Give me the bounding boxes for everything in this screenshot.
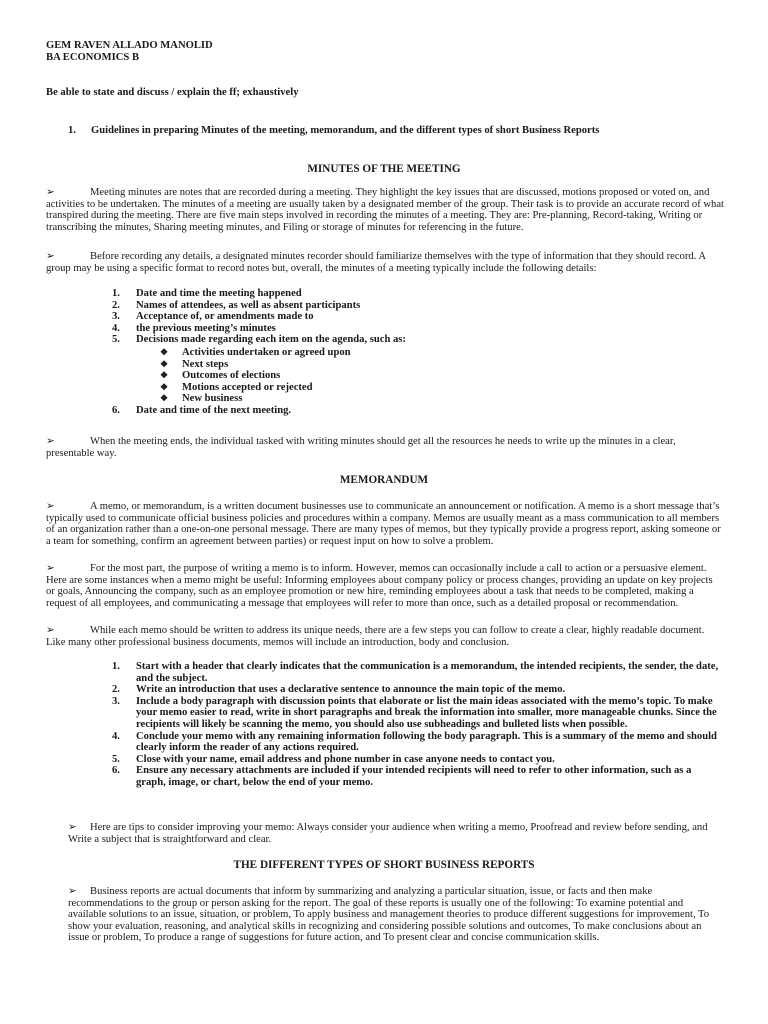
student-name: GEM RAVEN ALLADO MANOLID	[46, 40, 213, 51]
business-reports-title: THE DIFFERENT TYPES OF SHORT BUSINESS REPORTS	[233, 859, 535, 871]
arrow-bullet-icon: ➢	[46, 436, 55, 447]
diamond-bullet-icon: ❖	[160, 381, 169, 392]
list-item: 4. Conclude your memo with any remaining information following the body paragraph. This is a summary of the memo and should clearly inform the reader of any actions required.	[112, 730, 717, 754]
memorandum-title: MEMORANDUM	[339, 474, 429, 486]
minutes-details-list	[112, 288, 696, 417]
arrow-bullet-icon: ➢	[46, 501, 55, 512]
list-item: ❖ Outcomes of elections	[160, 370, 281, 382]
arrow-bullet-icon: ➢	[46, 187, 55, 198]
memo-paragraph-3: ➢ While each memo should be written to address its unique needs, there are a few steps you can follow to create a clear, highly readable document. Like many other professional business documents, memos will include an introduction, body and conclusion.	[46, 625, 705, 648]
minutes-paragraph-2: ➢ Before recording any details, a designated minutes recorder should familiarize themselves with the type of information that they should record. A group may be using a specific format to record notes but, overall, the minutes of a meeting typically include the following details:	[46, 251, 706, 274]
diamond-bullet-icon: ❖	[160, 370, 169, 381]
minutes-title: MINUTES OF THE MEETING	[307, 163, 461, 175]
question-text: Guidelines in preparing Minutes of the meeting, memorandum, and the different types of short Business Reports	[91, 125, 600, 136]
diamond-bullet-icon: ❖	[160, 358, 169, 369]
list-item: 3. Include a body paragraph with discussion points that elaborate or list the main ideas associated with the memo’s topic. To make your memo easier to read, write in short paragraphs and break the information into smaller, more manageable chunks. Since the recipients will likely be scanning the memo, you should also use subheadings and bulleted lists when possible.	[112, 695, 717, 730]
list-item: 6. Ensure any necessary attachments are included if your intended recipients will need to refer to other information, such as a graph, image, or chart, below the end of your memo.	[112, 765, 692, 788]
arrow-bullet-icon: ➢	[46, 563, 55, 574]
list-item: ❖ Activities undertaken or agreed upon	[160, 346, 351, 358]
minutes-paragraph-1: ➢ Meeting minutes are notes that are recorded during a meeting. They highlight the key issues that are discussed, motions proposed or voted on, and activities to be undertaken. The minutes of a meeting are usually taken by a designated member of the group. Their task is to provide an accurate record of what transpired during the meeting. There are five main steps involved in recording the minutes of a meeting. They are: Pre-planning, Record-taking, Writing or transcribing the minutes, Sharing meeting minutes, and Filing or storage of minutes for referencing in the future.	[46, 187, 724, 233]
list-item: ❖ New business	[160, 393, 243, 405]
arrow-bullet-icon: ➢	[46, 251, 55, 262]
list-item: ❖ Motions accepted or rejected	[160, 381, 313, 393]
minutes-paragraph-3: ➢ When the meeting ends, the individual tasked with writing minutes should get all the resources he needs to write up the minutes in a clear, presentable way.	[46, 436, 676, 459]
list-item: 5. Decisions made regarding each item on the agenda, such as: ❖ Activities undertaken or agreed upon ❖ Next steps ❖ Outcomes of elections ❖ Motions accepted or rejected ❖ New business	[136, 334, 696, 405]
list-item: 5. Close with your name, email address and phone number in case anyone needs to contact you.	[112, 753, 555, 765]
list-item: 6. Date and time of the next meeting.	[112, 404, 292, 416]
list-item: 1. Start with a header that clearly indicates that the communication is a memorandum, the intended recipients, the sender, the date, and the subject.	[112, 661, 719, 684]
course-name: BA ECONOMICS B	[46, 52, 140, 63]
memo-paragraph-1: ➢ A memo, or memorandum, is a written document businesses use to communicate an announcement or notification. A memo is a short message that’s typically used to communicate official business policies and procedures within a company. Memos are usually meant as a mass communication to all members of an organization rather than a one-on-one personal message. There are many types of memos, but they typically provide a progress report, asking someone or a team for something, confirm an agreement between parties) or request input on how to solve a problem.	[46, 501, 721, 547]
agenda-decisions-sublist	[160, 347, 696, 405]
question-number: 1.	[68, 125, 76, 136]
diamond-bullet-icon: ❖	[160, 346, 169, 357]
list-item: 2. Names of attendees, as well as absent participants	[112, 299, 361, 311]
instruction-text: Be able to state and discuss / explain the ff; exhaustively	[46, 87, 299, 98]
memo-tips-paragraph: ➢ Here are tips to consider improving your memo: Always consider your audience when writing a memo, Proofread and review before sending, and Write a subject that is straightforward and clear.	[68, 822, 708, 845]
arrow-bullet-icon: ➢	[68, 822, 77, 833]
list-item: 1. Date and time the meeting happened	[112, 288, 302, 299]
arrow-bullet-icon: ➢	[46, 625, 55, 636]
list-item: 4. the previous meeting’s minutes	[112, 322, 276, 334]
list-item: ❖ Next steps	[160, 358, 229, 370]
list-item: 3. Acceptance of, or amendments made to	[112, 311, 314, 323]
reports-paragraph-1: ➢ Business reports are actual documents that inform by summarizing and analyzing a particular situation, issue, or facts and then make recommendations to the group or person asking for the report. The goal of these reports is usually one of the following: To examine potential and available solutions to an issue, situation, or problem, To apply business and management theories to produce different suggestions for improvement, To show your evaluation, reasoning, and analytical skills in recognizing and considering possible solutions and outcomes, To make conclusions about an issue or problem, To produce a range of suggestions for future action, and To present clear and concise communication skills.	[68, 886, 710, 944]
arrow-bullet-icon: ➢	[68, 886, 77, 897]
memo-steps-list	[112, 661, 722, 789]
memo-paragraph-2: ➢ For the most part, the purpose of writing a memo is to inform. However, memos can occasionally include a call to action or a persuasive element. Here are some instances when a memo might be useful: Informing employees about company policy or process changes, providing an update on key projects or goals, Announcing the company, such as an employee promotion or new hire, reminding employees about a task that needs to be completed, making a request of all employees, and communicating a message that employees will refer to more than once, such as a detailed proposal or recommendation.	[46, 563, 713, 609]
list-item: 2. Write an introduction that uses a declarative sentence to announce the main topic of the memo.	[112, 684, 566, 696]
diamond-bullet-icon: ❖	[160, 393, 169, 404]
